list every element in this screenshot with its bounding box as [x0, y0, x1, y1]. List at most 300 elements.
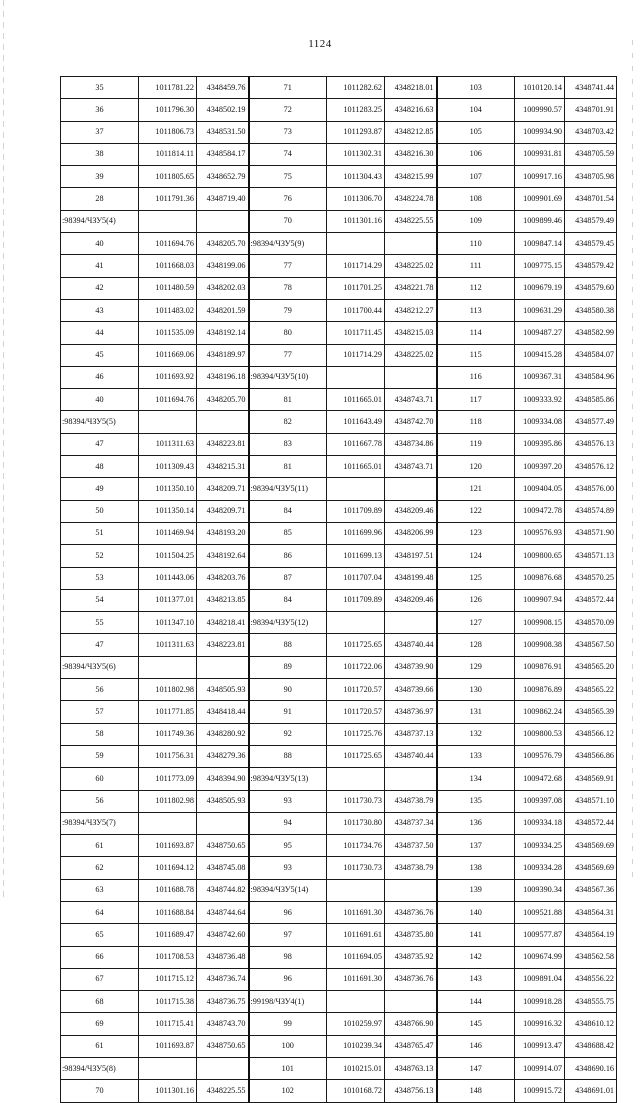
point-number-cell: 57	[61, 701, 139, 723]
page-number: 1124	[308, 38, 332, 50]
point-number-cell: 47	[61, 634, 139, 656]
point-number-cell: 28	[61, 188, 139, 210]
table-row	[61, 1035, 617, 1057]
point-number-cell: 106	[437, 143, 515, 165]
point-number-cell: 64	[61, 901, 139, 923]
table-row	[61, 1080, 617, 1102]
point-number-cell: 84	[249, 589, 327, 611]
empty-cell	[139, 1058, 197, 1080]
point-number-cell: 105	[437, 121, 515, 143]
y-coordinate-cell: 4348193.20	[197, 522, 249, 544]
y-coordinate-cell: 4348737.34	[385, 812, 437, 834]
y-coordinate-cell: 4348742.60	[197, 924, 249, 946]
x-coordinate-cell: 1011714.29	[327, 255, 385, 277]
y-coordinate-cell: 4348216.63	[385, 99, 437, 121]
y-coordinate-cell: 4348189.97	[197, 344, 249, 366]
x-coordinate-cell: 1011693.87	[139, 1035, 197, 1057]
empty-cell	[327, 233, 385, 255]
y-coordinate-cell: 4348584.17	[197, 143, 249, 165]
x-coordinate-cell: 1009487.27	[515, 322, 565, 344]
x-coordinate-cell: 1011283.25	[327, 99, 385, 121]
y-coordinate-cell: 4348585.86	[565, 389, 617, 411]
table-row	[61, 210, 617, 232]
y-coordinate-cell: 4348736.74	[197, 968, 249, 990]
empty-cell	[385, 768, 437, 790]
x-coordinate-cell: 1011720.57	[327, 701, 385, 723]
x-coordinate-cell: 1011694.76	[139, 233, 197, 255]
point-number-cell: 121	[437, 478, 515, 500]
y-coordinate-cell: 4348738.79	[385, 790, 437, 812]
y-coordinate-cell: 4348744.64	[197, 901, 249, 923]
x-coordinate-cell: 1011347.10	[139, 612, 197, 634]
y-coordinate-cell: 4348218.41	[197, 612, 249, 634]
point-number-cell: 83	[249, 433, 327, 455]
x-coordinate-cell: 1010215.01	[327, 1058, 385, 1080]
y-coordinate-cell: 4348567.50	[565, 634, 617, 656]
y-coordinate-cell: 4348763.13	[385, 1058, 437, 1080]
y-coordinate-cell: 4348736.76	[385, 968, 437, 990]
x-coordinate-cell: 1011301.16	[139, 1080, 197, 1102]
point-number-cell: 115	[437, 344, 515, 366]
point-number-cell: 114	[437, 322, 515, 344]
x-coordinate-cell: 1011814.11	[139, 143, 197, 165]
y-coordinate-cell: 4348223.81	[197, 433, 249, 455]
y-coordinate-cell: 4348765.47	[385, 1035, 437, 1057]
x-coordinate-cell: 1011720.57	[327, 679, 385, 701]
table-row	[61, 679, 617, 701]
x-coordinate-cell: 1010239.34	[327, 1035, 385, 1057]
point-number-cell: 70	[249, 210, 327, 232]
table-row	[61, 545, 617, 567]
point-number-cell: 35	[61, 77, 139, 99]
point-number-cell: 61	[61, 835, 139, 857]
table-row	[61, 522, 617, 544]
x-coordinate-cell: 1009397.08	[515, 790, 565, 812]
point-number-cell: 77	[249, 344, 327, 366]
y-coordinate-cell: 4348199.06	[197, 255, 249, 277]
table-row	[61, 433, 617, 455]
y-coordinate-cell: 4348215.99	[385, 166, 437, 188]
y-coordinate-cell: 4348213.85	[197, 589, 249, 611]
y-coordinate-cell: 4348756.13	[385, 1080, 437, 1102]
y-coordinate-cell: 4348215.03	[385, 322, 437, 344]
y-coordinate-cell: 4348209.71	[197, 500, 249, 522]
table-row	[61, 723, 617, 745]
x-coordinate-cell: 1010120.14	[515, 77, 565, 99]
y-coordinate-cell: 4348203.76	[197, 567, 249, 589]
x-coordinate-cell: 1009334.18	[515, 812, 565, 834]
point-number-cell: 46	[61, 366, 139, 388]
point-number-cell: 141	[437, 924, 515, 946]
x-coordinate-cell: 1011694.05	[327, 946, 385, 968]
point-number-cell: 116	[437, 366, 515, 388]
x-coordinate-cell: 1011350.14	[139, 500, 197, 522]
parcel-label-cell: :98394/ЧЗУ5(4)	[61, 210, 139, 232]
y-coordinate-cell: 4348736.75	[197, 991, 249, 1013]
x-coordinate-cell: 1011806.73	[139, 121, 197, 143]
y-coordinate-cell: 4348750.65	[197, 1035, 249, 1057]
point-number-cell: 44	[61, 322, 139, 344]
point-number-cell: 93	[249, 790, 327, 812]
y-coordinate-cell: 4348736.97	[385, 701, 437, 723]
y-coordinate-cell: 4348742.70	[385, 411, 437, 433]
point-number-cell: 66	[61, 946, 139, 968]
x-coordinate-cell: 1011725.65	[327, 745, 385, 767]
x-coordinate-cell: 1011700.44	[327, 299, 385, 321]
point-number-cell: 45	[61, 344, 139, 366]
x-coordinate-cell: 1011311.63	[139, 634, 197, 656]
y-coordinate-cell: 4348569.91	[565, 768, 617, 790]
y-coordinate-cell: 4348766.90	[385, 1013, 437, 1035]
point-number-cell: 65	[61, 924, 139, 946]
table-row	[61, 255, 617, 277]
y-coordinate-cell: 4348610.12	[565, 1013, 617, 1035]
point-number-cell: 37	[61, 121, 139, 143]
empty-cell	[139, 210, 197, 232]
point-number-cell: 54	[61, 589, 139, 611]
y-coordinate-cell: 4348735.80	[385, 924, 437, 946]
y-coordinate-cell: 4348574.89	[565, 500, 617, 522]
parcel-label-cell: :98394/ЧЗУ5(6)	[61, 656, 139, 678]
x-coordinate-cell: 1009908.38	[515, 634, 565, 656]
scan-edge-right	[632, 40, 633, 880]
y-coordinate-cell: 4348745.08	[197, 857, 249, 879]
coordinates-table	[60, 76, 617, 1103]
point-number-cell: 136	[437, 812, 515, 834]
point-number-cell: 107	[437, 166, 515, 188]
empty-cell	[327, 991, 385, 1013]
y-coordinate-cell: 4348584.07	[565, 344, 617, 366]
x-coordinate-cell: 1009521.88	[515, 901, 565, 923]
point-number-cell: 125	[437, 567, 515, 589]
y-coordinate-cell: 4348703.42	[565, 121, 617, 143]
point-number-cell: 94	[249, 812, 327, 834]
point-number-cell: 69	[61, 1013, 139, 1035]
table-row	[61, 166, 617, 188]
point-number-cell: 75	[249, 166, 327, 188]
x-coordinate-cell: 1009876.68	[515, 567, 565, 589]
x-coordinate-cell: 1009907.94	[515, 589, 565, 611]
x-coordinate-cell: 1011483.02	[139, 299, 197, 321]
x-coordinate-cell: 1011293.87	[327, 121, 385, 143]
y-coordinate-cell: 4348209.46	[385, 500, 437, 522]
x-coordinate-cell: 1011665.01	[327, 389, 385, 411]
x-coordinate-cell: 1009891.04	[515, 968, 565, 990]
point-number-cell: 91	[249, 701, 327, 723]
x-coordinate-cell: 1011756.31	[139, 745, 197, 767]
table-row	[61, 901, 617, 923]
x-coordinate-cell: 1011730.80	[327, 812, 385, 834]
y-coordinate-cell: 4348531.50	[197, 121, 249, 143]
x-coordinate-cell: 1011309.43	[139, 456, 197, 478]
y-coordinate-cell: 4348734.86	[385, 433, 437, 455]
point-number-cell: 113	[437, 299, 515, 321]
y-coordinate-cell: 4348565.22	[565, 679, 617, 701]
x-coordinate-cell: 1011504.25	[139, 545, 197, 567]
parcel-label-cell: :98394/ЧЗУ5(9)	[249, 233, 327, 255]
point-number-cell: 95	[249, 835, 327, 857]
x-coordinate-cell: 1009577.87	[515, 924, 565, 946]
y-coordinate-cell: 4348566.86	[565, 745, 617, 767]
x-coordinate-cell: 1011688.84	[139, 901, 197, 923]
table-row	[61, 701, 617, 723]
point-number-cell: 56	[61, 790, 139, 812]
point-number-cell: 78	[249, 277, 327, 299]
y-coordinate-cell: 4348201.59	[197, 299, 249, 321]
x-coordinate-cell: 1009334.08	[515, 411, 565, 433]
x-coordinate-cell: 1011665.01	[327, 456, 385, 478]
x-coordinate-cell: 1011667.78	[327, 433, 385, 455]
point-number-cell: 60	[61, 768, 139, 790]
x-coordinate-cell: 1011691.30	[327, 901, 385, 923]
table-row	[61, 924, 617, 946]
y-coordinate-cell: 4348743.71	[385, 456, 437, 478]
x-coordinate-cell: 1011282.62	[327, 77, 385, 99]
x-coordinate-cell: 1009631.29	[515, 299, 565, 321]
x-coordinate-cell: 1011689.47	[139, 924, 197, 946]
x-coordinate-cell: 1009472.68	[515, 768, 565, 790]
point-number-cell: 88	[249, 745, 327, 767]
y-coordinate-cell: 4348556.22	[565, 968, 617, 990]
point-number-cell: 132	[437, 723, 515, 745]
point-number-cell: 92	[249, 723, 327, 745]
x-coordinate-cell: 1009395.86	[515, 433, 565, 455]
point-number-cell: 43	[61, 299, 139, 321]
x-coordinate-cell: 1009908.15	[515, 612, 565, 634]
y-coordinate-cell: 4348571.90	[565, 522, 617, 544]
empty-cell	[327, 478, 385, 500]
x-coordinate-cell: 1009404.05	[515, 478, 565, 500]
table-row	[61, 478, 617, 500]
point-number-cell: 103	[437, 77, 515, 99]
x-coordinate-cell: 1009899.46	[515, 210, 565, 232]
empty-cell	[327, 366, 385, 388]
x-coordinate-cell: 1011707.04	[327, 567, 385, 589]
y-coordinate-cell: 4348576.13	[565, 433, 617, 455]
point-number-cell: 47	[61, 433, 139, 455]
empty-cell	[197, 411, 249, 433]
point-number-cell: 62	[61, 857, 139, 879]
point-number-cell: 117	[437, 389, 515, 411]
x-coordinate-cell: 1011715.41	[139, 1013, 197, 1035]
table-row	[61, 812, 617, 834]
y-coordinate-cell: 4348564.19	[565, 924, 617, 946]
y-coordinate-cell: 4348209.71	[197, 478, 249, 500]
y-coordinate-cell: 4348584.96	[565, 366, 617, 388]
empty-cell	[385, 879, 437, 901]
x-coordinate-cell: 1011701.25	[327, 277, 385, 299]
point-number-cell: 80	[249, 322, 327, 344]
y-coordinate-cell: 4348735.92	[385, 946, 437, 968]
point-number-cell: 148	[437, 1080, 515, 1102]
table-row	[61, 99, 617, 121]
x-coordinate-cell: 1011302.31	[327, 143, 385, 165]
y-coordinate-cell: 4348572.44	[565, 812, 617, 834]
point-number-cell: 126	[437, 589, 515, 611]
point-number-cell: 104	[437, 99, 515, 121]
x-coordinate-cell: 1011480.59	[139, 277, 197, 299]
x-coordinate-cell: 1009862.24	[515, 701, 565, 723]
table-row	[61, 879, 617, 901]
x-coordinate-cell: 1011791.36	[139, 188, 197, 210]
point-number-cell: 98	[249, 946, 327, 968]
x-coordinate-cell: 1011708.53	[139, 946, 197, 968]
x-coordinate-cell: 1011693.87	[139, 835, 197, 857]
point-number-cell: 50	[61, 500, 139, 522]
y-coordinate-cell: 4348652.79	[197, 166, 249, 188]
point-number-cell: 48	[61, 456, 139, 478]
y-coordinate-cell: 4348565.39	[565, 701, 617, 723]
empty-cell	[139, 812, 197, 834]
y-coordinate-cell: 4348579.49	[565, 210, 617, 232]
y-coordinate-cell: 4348206.99	[385, 522, 437, 544]
empty-cell	[385, 233, 437, 255]
y-coordinate-cell: 4348202.03	[197, 277, 249, 299]
point-number-cell: 127	[437, 612, 515, 634]
point-number-cell: 40	[61, 389, 139, 411]
x-coordinate-cell: 1009390.34	[515, 879, 565, 901]
x-coordinate-cell: 1011694.12	[139, 857, 197, 879]
table-row	[61, 612, 617, 634]
y-coordinate-cell: 4348225.55	[385, 210, 437, 232]
x-coordinate-cell: 1009914.07	[515, 1058, 565, 1080]
y-coordinate-cell: 4348739.66	[385, 679, 437, 701]
point-number-cell: 63	[61, 879, 139, 901]
y-coordinate-cell: 4348701.91	[565, 99, 617, 121]
y-coordinate-cell: 4348280.92	[197, 723, 249, 745]
x-coordinate-cell: 1011699.13	[327, 545, 385, 567]
y-coordinate-cell: 4348418.44	[197, 701, 249, 723]
y-coordinate-cell: 4348567.36	[565, 879, 617, 901]
y-coordinate-cell: 4348218.01	[385, 77, 437, 99]
table-row	[61, 77, 617, 99]
scan-edge-left	[3, 0, 4, 898]
parcel-label-cell: :99198/ЧЗУ4(1)	[249, 991, 327, 1013]
point-number-cell: 143	[437, 968, 515, 990]
point-number-cell: 142	[437, 946, 515, 968]
y-coordinate-cell: 4348205.70	[197, 233, 249, 255]
x-coordinate-cell: 1009876.89	[515, 679, 565, 701]
y-coordinate-cell: 4348205.70	[197, 389, 249, 411]
point-number-cell: 81	[249, 389, 327, 411]
table-row	[61, 500, 617, 522]
x-coordinate-cell: 1009931.81	[515, 143, 565, 165]
point-number-cell: 96	[249, 968, 327, 990]
y-coordinate-cell: 4348225.02	[385, 255, 437, 277]
x-coordinate-cell: 1011796.30	[139, 99, 197, 121]
table-row	[61, 143, 617, 165]
x-coordinate-cell: 1011802.98	[139, 790, 197, 812]
y-coordinate-cell: 4348691.01	[565, 1080, 617, 1102]
table-row	[61, 946, 617, 968]
y-coordinate-cell: 4348736.48	[197, 946, 249, 968]
point-number-cell: 99	[249, 1013, 327, 1035]
parcel-label-cell: :98394/ЧЗУ5(14)	[249, 879, 327, 901]
table-row	[61, 121, 617, 143]
x-coordinate-cell: 1009472.78	[515, 500, 565, 522]
y-coordinate-cell: 4348209.46	[385, 589, 437, 611]
point-number-cell: 100	[249, 1035, 327, 1057]
point-number-cell: 67	[61, 968, 139, 990]
y-coordinate-cell: 4348555.75	[565, 991, 617, 1013]
empty-cell	[197, 812, 249, 834]
y-coordinate-cell: 4348216.30	[385, 143, 437, 165]
y-coordinate-cell: 4348197.51	[385, 545, 437, 567]
y-coordinate-cell: 4348566.12	[565, 723, 617, 745]
x-coordinate-cell: 1009367.31	[515, 366, 565, 388]
y-coordinate-cell: 4348701.54	[565, 188, 617, 210]
point-number-cell: 133	[437, 745, 515, 767]
x-coordinate-cell: 1011709.89	[327, 589, 385, 611]
y-coordinate-cell: 4348569.69	[565, 835, 617, 857]
parcel-label-cell: :98394/ЧЗУ5(10)	[249, 366, 327, 388]
y-coordinate-cell: 4348576.00	[565, 478, 617, 500]
y-coordinate-cell: 4348215.31	[197, 456, 249, 478]
x-coordinate-cell: 1009915.72	[515, 1080, 565, 1102]
x-coordinate-cell: 1011699.96	[327, 522, 385, 544]
point-number-cell: 59	[61, 745, 139, 767]
x-coordinate-cell: 1011771.85	[139, 701, 197, 723]
point-number-cell: 86	[249, 545, 327, 567]
point-number-cell: 147	[437, 1058, 515, 1080]
y-coordinate-cell: 4348579.60	[565, 277, 617, 299]
x-coordinate-cell: 1011306.70	[327, 188, 385, 210]
empty-cell	[139, 656, 197, 678]
point-number-cell: 111	[437, 255, 515, 277]
point-number-cell: 135	[437, 790, 515, 812]
x-coordinate-cell: 1009800.65	[515, 545, 565, 567]
y-coordinate-cell: 4348738.79	[385, 857, 437, 879]
x-coordinate-cell: 1011749.36	[139, 723, 197, 745]
parcel-label-cell: :98394/ЧЗУ5(13)	[249, 768, 327, 790]
x-coordinate-cell: 1009674.99	[515, 946, 565, 968]
table-row	[61, 277, 617, 299]
y-coordinate-cell: 4348196.18	[197, 366, 249, 388]
point-number-cell: 102	[249, 1080, 327, 1102]
point-number-cell: 123	[437, 522, 515, 544]
x-coordinate-cell: 1011688.78	[139, 879, 197, 901]
x-coordinate-cell: 1011734.76	[327, 835, 385, 857]
point-number-cell: 108	[437, 188, 515, 210]
table-row	[61, 567, 617, 589]
empty-cell	[385, 366, 437, 388]
y-coordinate-cell: 4348570.09	[565, 612, 617, 634]
point-number-cell: 85	[249, 522, 327, 544]
point-number-cell: 134	[437, 768, 515, 790]
y-coordinate-cell: 4348740.44	[385, 745, 437, 767]
point-number-cell: 146	[437, 1035, 515, 1057]
x-coordinate-cell: 1009415.28	[515, 344, 565, 366]
y-coordinate-cell: 4348576.12	[565, 456, 617, 478]
point-number-cell: 42	[61, 277, 139, 299]
y-coordinate-cell: 4348571.10	[565, 790, 617, 812]
y-coordinate-cell: 4348688.42	[565, 1035, 617, 1057]
point-number-cell: 137	[437, 835, 515, 857]
point-number-cell: 81	[249, 456, 327, 478]
parcel-label-cell: :98394/ЧЗУ5(12)	[249, 612, 327, 634]
y-coordinate-cell: 4348705.98	[565, 166, 617, 188]
x-coordinate-cell: 1009901.69	[515, 188, 565, 210]
point-number-cell: 36	[61, 99, 139, 121]
x-coordinate-cell: 1011805.65	[139, 166, 197, 188]
point-number-cell: 118	[437, 411, 515, 433]
point-number-cell: 49	[61, 478, 139, 500]
y-coordinate-cell: 4348505.93	[197, 790, 249, 812]
point-number-cell: 101	[249, 1058, 327, 1080]
y-coordinate-cell: 4348564.31	[565, 901, 617, 923]
empty-cell	[197, 656, 249, 678]
x-coordinate-cell: 1009847.14	[515, 233, 565, 255]
